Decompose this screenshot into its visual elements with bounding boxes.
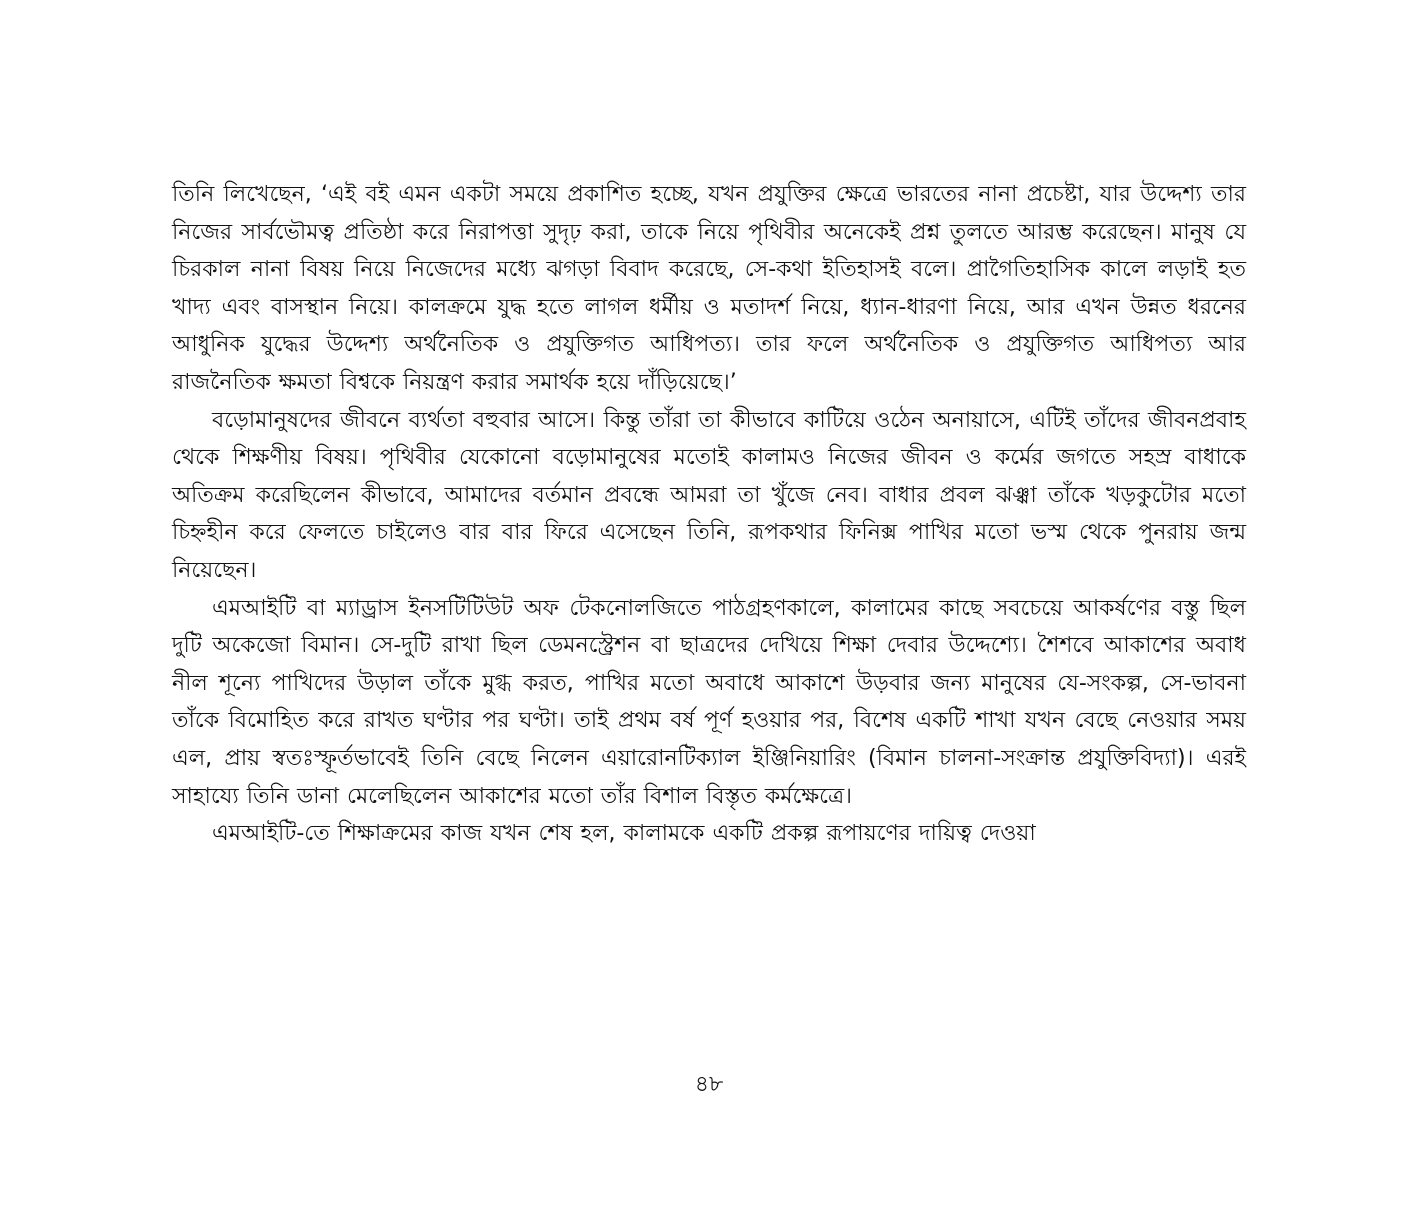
paragraph-mit-project: এমআইটি-তে শিক্ষাক্রমের কাজ যখন শেষ হল, কালামকে একটি প্রকল্প রূপায়ণের দায়িত্ব দেওয়া bbox=[212, 821, 1036, 847]
paragraph-mit-study: এমআইটি বা ম্যাড্রাস ইনসটিটিউট অফ টেকনোলজিতে পাঠগ্রহণকালে, কালামের কাছে সবচেয়ে আকর্ষণের বস্তু ছিল দুটি অকেজো বিমান। সে-দুটি রাখা ছিল ডেমনস্ট্রেশন বা ছাত্রদের দেখিয়ে শিক্ষা দেবার উদ্দেশ্যে। শৈশবে আকাশের অবাধ নীল শূন্যে পাখিদের উড়াল তাঁকে মুগ্ধ করত, পাখির মতো অবাধে আকাশে উড়বার জন্য মানুষের যে-সংকল্প, সে-ভাবনা তাঁকে বিমোহিত করে রাখত ঘণ্টার পর ঘণ্টা। তাই প্রথম বর্ষ পূর্ণ হওয়ার পর, বিশেষ একটি শাখা যখন বেছে নেওয়ার সময় এল, প্রায় স্বতঃস্ফূর্তভাবেই তিনি বেছে নিলেন এয়ারোনটিক্যাল ইঞ্জিনিয়ারিং (বিমান চালনা-সংক্রান্ত প্রযুক্তিবিদ্যা)। এরই সাহায্যে তিনি ডানা মেলেছিলেন আকাশের মতো তাঁর বিশাল বিস্তৃত কর্মক্ষেত্রে। bbox=[172, 595, 1246, 809]
paragraph-quote: তিনি লিখেছেন, ‘এই বই এমন একটা সময়ে প্রকাশিত হচ্ছে, যখন প্রযুক্তির ক্ষেত্রে ভারতের নানা প্রচেষ্টা, যার উদ্দেশ্য তার নিজের সার্বভৌমত্ব প্রতিষ্ঠা করে নিরাপত্তা সুদৃঢ় করা, তাকে নিয়ে পৃথিবীর অনেকেই প্রশ্ন তুলতে আরম্ভ করেছেন। মানুষ যে চিরকাল নানা বিষয় নিয়ে নিজেদের মধ্যে ঝগড়া বিবাদ করেছে, সে-কথা ইতিহাসই বলে। প্রাগৈতিহাসিক কালে লড়াই হত খাদ্য এবং বাসস্থান নিয়ে। কালক্রমে যুদ্ধ হতে লাগল ধর্মীয় ও মতাদর্শ নিয়ে, ধ্যান-ধারণা নিয়ে, আর এখন উন্নত ধরনের আধুনিক যুদ্ধের উদ্দেশ্য অর্থনৈতিক ও প্রযুক্তিগত আধিপত্য। তার ফলে অর্থনৈতিক ও প্রযুক্তিগত আধিপত্য আর রাজনৈতিক ক্ষমতা বিশ্বকে নিয়ন্ত্রণ করার সমার্থক হয়ে দাঁড়িয়েছে।’ bbox=[172, 182, 1246, 395]
body-text bbox=[172, 176, 1246, 853]
page-number: ৪৮ bbox=[694, 1072, 724, 1097]
paragraph-failures: বড়োমানুষদের জীবনে ব্যর্থতা বহুবার আসে। কিন্তু তাঁরা তা কীভাবে কাটিয়ে ওঠেন অনায়াসে, এটিই তাঁদের জীবনপ্রবাহ থেকে শিক্ষণীয় বিষয়। পৃথিবীর যেকোনো বড়োমানুষের মতোই কালামও নিজের জীবন ও কর্মের জগতে সহস্র বাধাকে অতিক্রম করেছিলেন কীভাবে, আমাদের বর্তমান প্রবন্ধে আমরা তা খুঁজে নেব। বাধার প্রবল ঝঞ্ঝা তাঁকে খড়কুটোর মতো চিহ্নহীন করে ফেলতে চাইলেও বার বার ফিরে এসেছেন তিনি, রূপকথার ফিনিক্স পাখির মতো ভস্ম থেকে পুনরায় জন্ম নিয়েছেন। bbox=[172, 407, 1246, 583]
